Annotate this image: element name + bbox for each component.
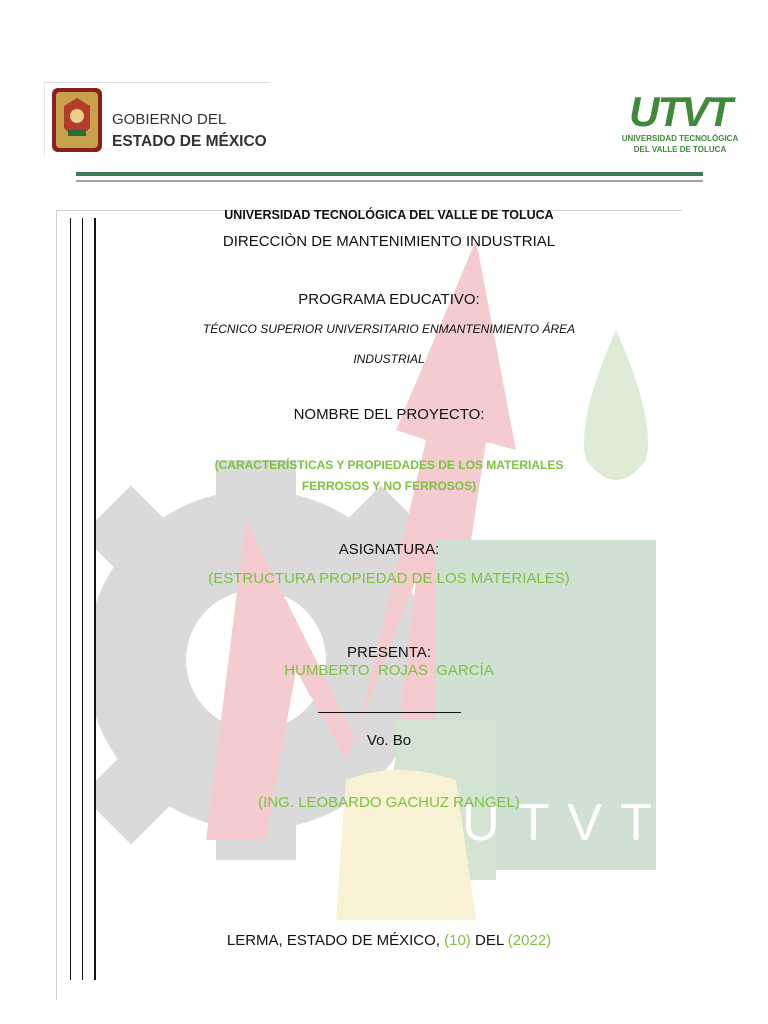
project-title (96, 455, 682, 497)
place-date-year: (2022) (507, 932, 552, 949)
signature-line (318, 712, 461, 713)
programa-line2: INDUSTRIAL (353, 352, 425, 366)
presenta-value: HUMBERTO ROJAS GARCÍA (284, 662, 494, 679)
header-rule-gray (76, 180, 703, 182)
gov-logo-line1: GOBIERNO DEL (112, 111, 227, 128)
utvt-logo (612, 86, 748, 158)
margin-line-2 (82, 218, 83, 980)
watermark-text: UTVT (462, 794, 670, 852)
utvt-logo-line2: DEL VALLE DE TOLUCA (633, 145, 727, 154)
header-top-rule (44, 82, 270, 83)
place-date-prefix: LERMA, ESTADO DE MÉXICO, (226, 932, 445, 949)
asignatura-value: (ESTRUCTURA PROPIEDAD DE LOS MATERIALES) (208, 570, 570, 587)
place-date-mid: DEL (470, 932, 508, 949)
coat-of-arms-icon (44, 84, 272, 156)
reviewer-name: (ING. LEOBARDO GACHUZ RANGEL) (258, 794, 520, 811)
presenta-label: PRESENTA: (347, 644, 431, 661)
direccion: DIRECCIÒN DE MANTENIMIENTO INDUSTRIAL (222, 233, 556, 250)
programa-line1: TÉCNICO SUPERIOR UNIVERSITARIO ENMANTENIMIENTO ÁREA (202, 322, 576, 336)
university-name: UNIVERSIDAD TECNOLÓGICA DEL VALLE DE TOLUCA (224, 208, 554, 222)
place-date (96, 932, 682, 949)
government-logo (44, 84, 272, 156)
programa-label: PROGRAMA EDUCATIVO: (298, 291, 480, 308)
header-rule-green (76, 172, 703, 176)
margin-line-1 (70, 218, 71, 980)
asignatura-label: ASIGNATURA: (338, 541, 440, 558)
vobo-label: Vo. Bo (366, 732, 412, 749)
utvt-logo-line1: UNIVERSIDAD TECNOLÓGICA (621, 134, 739, 143)
frame-left-border (56, 210, 57, 1000)
nombre-label: NOMBRE DEL PROYECTO: (293, 406, 485, 423)
project-title-line1: (CARACTERÍSTICAS Y PROPIEDADES DE LOS MATERIALES (214, 458, 564, 472)
project-title-line2: FERROSOS Y NO FERROSOS) (301, 479, 477, 493)
place-date-day: (10) (444, 932, 471, 949)
gov-logo-line2: ESTADO DE MÉXICO (112, 133, 267, 150)
utvt-logo-mark: UTVT (629, 88, 731, 135)
